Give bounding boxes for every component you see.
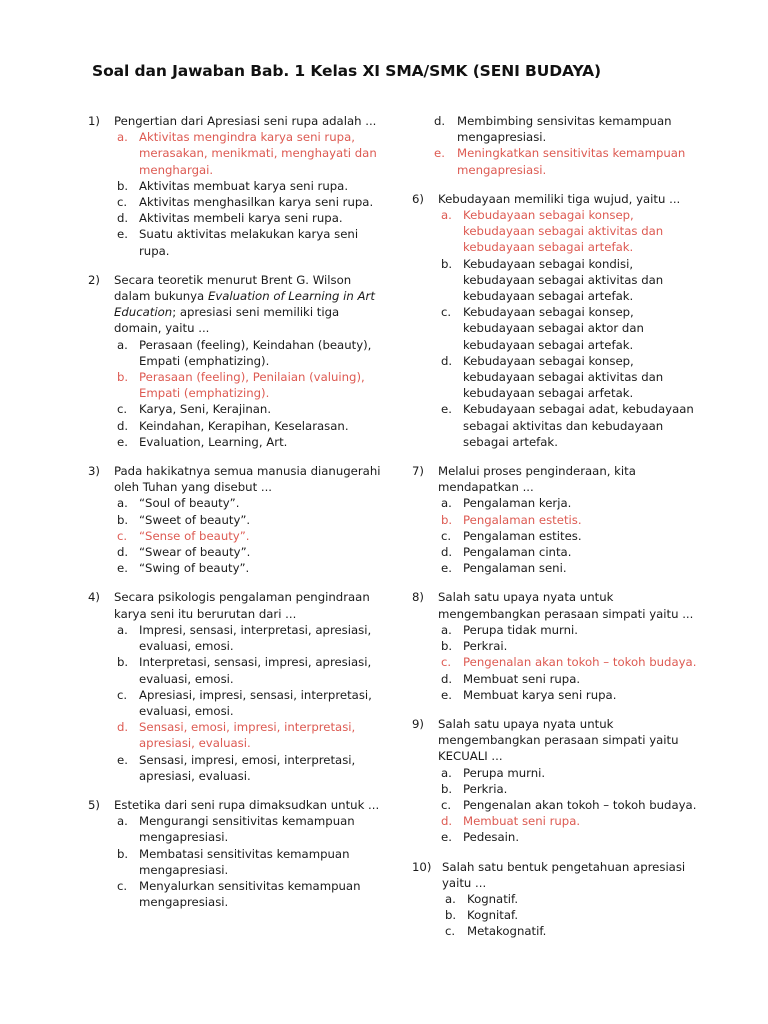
option-letter: a. [117,814,128,829]
option-text: Kebudayaan sebagai konsep, kebudayaan sebagai aktor dan kebudayaan sebagai artefak. [463,305,644,352]
option-text: Kognatif. [467,891,519,906]
right-column-questions [412,191,702,940]
option[interactable] [114,846,388,878]
option-letter: c. [117,402,128,417]
stem-fragment: Salah satu upaya nyata untuk mengembangkan perasaan simpati yaitu KECUALI ... [438,716,679,764]
option-letter: d. [117,545,129,560]
option-letter: d. [117,418,129,433]
option-letter: b. [117,512,129,527]
question-block [412,589,702,702]
option-text: “Sense of beauty”. [139,528,250,543]
question-stem [438,192,680,206]
option[interactable] [438,528,702,544]
option-letter: a. [117,496,128,511]
option-list [114,622,388,784]
continued-option-list [412,113,702,178]
stem-fragment: Salah satu bentuk pengetahuan apresiasi yaitu ... [442,859,686,890]
answer-option[interactable] [438,654,702,670]
answer-option[interactable] [114,129,388,178]
option[interactable] [114,194,388,210]
question-stem [114,114,376,128]
option-letter: d. [434,114,446,128]
option-text: “Swear of beauty”. [139,545,251,560]
question-5-continued-options [412,113,702,178]
option-text: Aktivitas membuat karya seni rupa. [139,178,349,193]
option[interactable] [438,353,702,402]
option-text: “Soul of beauty”. [139,496,240,511]
answer-option[interactable] [114,719,388,751]
option[interactable] [442,923,702,939]
option-letter: a. [441,208,452,223]
question-number: 2) [88,272,100,287]
option[interactable] [438,829,702,845]
option[interactable] [114,687,388,719]
option-letter: e. [441,830,452,845]
option-text: Impresi, sensasi, interpretasi, apresiasi, evaluasi, emosi. [139,622,372,654]
option-list [114,337,388,450]
question-number: 1) [88,114,100,128]
option-text: Pengalaman seni. [463,561,567,576]
question-stem [114,464,380,494]
option[interactable] [438,256,702,305]
option-letter: a. [117,622,128,637]
option-text: “Swing of beauty”. [139,561,250,576]
option-letter: a. [117,337,128,352]
option-text: Perasaan (feeling), Penilaian (valuing), Empati (emphatizing). [139,370,365,401]
question-block [412,463,702,576]
option-text: Perupa tidak murni. [463,622,578,637]
option[interactable] [438,401,702,450]
option-text: Perupa murni. [463,765,546,780]
answer-option[interactable] [412,145,702,177]
option[interactable] [438,544,702,560]
question-block [88,589,388,783]
option[interactable] [412,113,702,145]
question-stem [442,860,685,890]
option-letter: e. [117,434,128,449]
option-letter: b. [117,655,129,670]
option-list [442,891,702,940]
option-letter: c. [117,195,128,210]
option-letter: a. [445,891,456,906]
option-list [438,495,702,576]
option[interactable] [442,891,702,907]
right-column [412,113,702,953]
option-letter: a. [441,622,452,637]
question-stem [114,273,375,336]
question-number: 4) [88,590,100,605]
option-text: Membatasi sensitivitas kemampuan mengapresiasi. [139,846,350,877]
option[interactable] [114,401,388,417]
question-number: 3) [88,464,100,479]
option[interactable] [438,560,702,576]
option[interactable] [114,337,388,369]
stem-fragment: Kebudayaan memiliki tiga wujud, yaitu ... [438,191,681,206]
question-block [88,463,388,576]
answer-option[interactable] [114,528,388,544]
option-text: Aktivitas mengindra karya seni rupa, merasakan, menikmati, menghayati dan menghargai. [139,130,377,177]
option-letter: d. [441,671,453,686]
option-text: Perkria. [463,781,508,796]
option[interactable] [114,418,388,434]
stem-fragment: Melalui proses penginderaan, kita mendapatkan ... [438,464,636,495]
option-letter: c. [117,687,128,702]
question-number: 7) [412,464,424,479]
option-letter: e. [441,687,452,702]
stem-fragment: Secara psikologis pengalaman pengindraan karya seni itu berurutan dari ... [114,590,370,621]
option-text: Membimbing sensivitas kemampuan mengapresiasi. [457,114,672,145]
option-text: Pengalaman estites. [463,528,582,543]
answer-option[interactable] [438,813,702,829]
question-number: 9) [412,716,424,731]
stem-fragment: Pengertian dari Apresiasi seni rupa adalah ... [114,114,377,128]
option[interactable] [114,622,388,654]
option-list [438,207,702,450]
question-block [88,797,388,910]
option-letter: b. [441,512,453,527]
stem-italic-fragment: Evaluation of Learning in Art Education [114,289,375,320]
question-number: 5) [88,797,100,812]
option-letter: c. [117,528,128,543]
option-letter: c. [117,878,128,893]
option-text: Sensasi, impresi, emosi, interpretasi, apresiasi, evaluasi. [139,752,356,783]
question-block [412,859,702,940]
question-stem [114,798,379,812]
option-letter: b. [445,908,457,923]
option-letter: d. [117,720,129,735]
option[interactable] [114,813,388,845]
option[interactable] [114,495,388,511]
option-text: Perasaan (feeling), Keindahan (beauty), Empati (emphatizing). [139,337,372,368]
option-text: Kognitaf. [467,908,519,923]
option-text: Membuat seni rupa. [463,814,581,829]
option-text: Keindahan, Kerapihan, Keselarasan. [139,418,349,433]
option-letter: b. [117,846,129,861]
option-list [114,495,388,576]
option[interactable] [438,781,702,797]
option-letter: d. [117,211,129,226]
stem-fragment: Estetika dari seni rupa dimaksudkan untuk ... [114,797,380,812]
option-letter: d. [441,545,453,560]
option[interactable] [114,178,388,194]
option[interactable] [114,512,388,528]
option-text: Meningkatkan sensitivitas kemampuan mengapresiasi. [457,146,686,177]
option-letter: e. [441,402,452,417]
option-text: Pengalaman cinta. [463,545,572,560]
option-text: Aktivitas membeli karya seni rupa. [139,211,343,226]
question-number: 6) [412,191,424,206]
option-text: Metakognatif. [467,924,547,939]
option[interactable] [114,434,388,450]
option-text: Kebudayaan sebagai kondisi, kebudayaan sebagai aktivitas dan kebudayaan sebagai artefak. [463,256,664,304]
option[interactable] [442,907,702,923]
stem-fragment: Pada hakikatnya semua manusia dianugerahi oleh Tuhan yang disebut ... [114,464,381,495]
option-text: Perkrai. [463,639,508,654]
answer-option[interactable] [438,512,702,528]
option-text: Aktivitas menghasilkan karya seni rupa. [139,195,374,210]
question-block [88,272,388,450]
option-text: Pengenalan akan tokoh – tokoh budaya. [463,655,697,670]
answer-option[interactable] [114,369,388,401]
option-text: “Sweet of beauty”. [139,512,251,527]
option-letter: a. [441,496,452,511]
left-column [88,113,388,923]
option-letter: a. [117,130,128,145]
option-letter: c. [441,305,452,320]
option-text: Interpretasi, sensasi, impresi, apresiasi, evaluasi, emosi. [139,655,372,686]
option-letter: b. [117,370,129,385]
option-letter: e. [117,561,128,576]
option[interactable] [438,304,702,353]
option-list [438,622,702,703]
option[interactable] [438,797,702,813]
option[interactable] [438,622,702,638]
option[interactable] [114,226,388,258]
option-letter: e. [117,227,128,242]
option-text: Apresiasi, impresi, sensasi, interpretasi, evaluasi, emosi. [139,687,372,718]
answer-option[interactable] [438,207,702,256]
option[interactable] [114,210,388,226]
option-letter: d. [441,353,453,368]
option-letter: b. [441,781,453,796]
option-text: Pengenalan akan tokoh – tokoh budaya. [463,797,697,812]
option[interactable] [114,878,388,910]
question-block [412,191,702,450]
option-text: Membuat karya seni rupa. [463,687,617,702]
question-block [88,113,388,259]
option[interactable] [438,495,702,511]
question-block [412,716,702,846]
option-text: Sensasi, emosi, impresi, interpretasi, apresiasi, evaluasi. [139,720,356,751]
option-text: Menyalurkan sensitivitas kemampuan mengapresiasi. [139,878,361,910]
question-number: 8) [412,590,424,605]
option-text: Mengurangi sensitivitas kemampuan mengapresiasi. [139,814,355,845]
option-list [114,813,388,910]
option-list [438,765,702,846]
option-letter: a. [441,765,452,780]
option-letter: b. [117,178,129,193]
option[interactable] [438,687,702,703]
option-letter: e. [434,146,445,161]
question-stem [438,717,679,763]
option-letter: e. [117,752,128,767]
option-list [114,129,388,259]
option[interactable] [114,654,388,686]
option[interactable] [438,765,702,781]
page-title: Soal dan Jawaban Bab. 1 Kelas XI SMA/SMK (SENI BUDAYA) [92,62,601,80]
question-stem [438,464,636,494]
option-text: Pengalaman kerja. [463,496,572,511]
option-letter: b. [441,639,453,654]
option[interactable] [438,671,702,687]
option[interactable] [114,544,388,560]
option[interactable] [438,638,702,654]
question-number: 10) [412,859,432,874]
option-letter: c. [441,797,452,812]
option-letter: e. [441,561,452,576]
question-stem [438,590,693,620]
question-stem [114,590,370,620]
option-text: Pedesain. [463,830,520,845]
option-letter: c. [445,924,456,939]
stem-fragment: Secara teoretik menurut Brent G. Wilson dalam bukunya [114,272,352,304]
stem-fragment: Salah satu upaya nyata untuk mengembangkan perasaan simpati yaitu ... [438,590,694,621]
option-text: Karya, Seni, Kerajinan. [139,402,272,417]
option-letter: c. [441,528,452,543]
option-text: Pengalaman estetis. [463,512,582,527]
option-text: Evaluation, Learning, Art. [139,434,288,449]
option-letter: d. [441,814,453,829]
option[interactable] [114,560,388,576]
option-text: Kebudayaan sebagai konsep, kebudayaan sebagai aktivitas dan kebudayaan sebagai arfetak. [463,353,664,401]
option-text: Membuat seni rupa. [463,671,581,686]
option-letter: b. [441,256,453,271]
option-letter: c. [441,655,452,670]
option[interactable] [114,752,388,784]
option-text: Suatu aktivitas melakukan karya seni rupa. [139,227,359,258]
option-text: Kebudayaan sebagai konsep, kebudayaan sebagai aktivitas dan kebudayaan sebagai artefak. [463,208,664,255]
stem-fragment: ; apresiasi seni memiliki tiga domain, yaitu ... [114,305,340,336]
option-text: Kebudayaan sebagai adat, kebudayaan sebagai aktivitas dan kebudayaan sebagai artefak. [463,402,694,449]
